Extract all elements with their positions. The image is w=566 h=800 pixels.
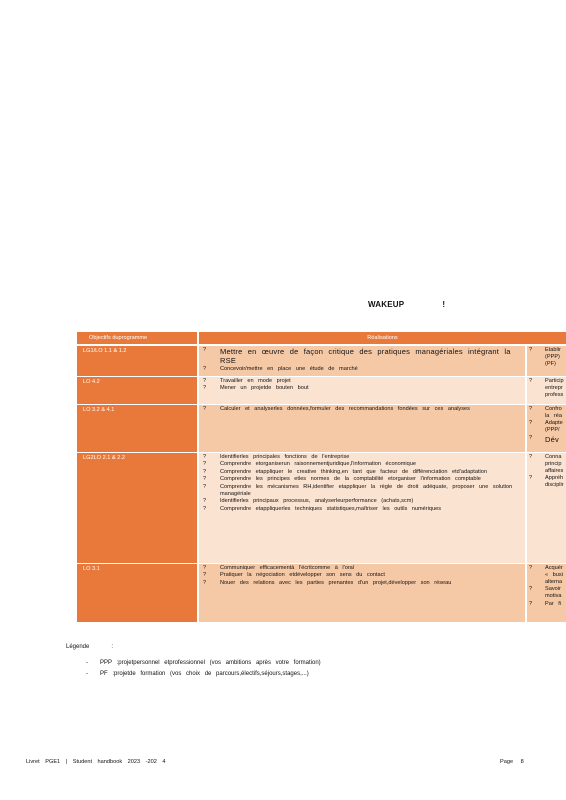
realisation-item bbox=[203, 461, 519, 468]
competency-item bbox=[529, 565, 566, 586]
bullet-glyph: ? bbox=[529, 565, 533, 571]
objective-cell: LO 3.1 bbox=[77, 564, 197, 622]
competency-text: Dév bbox=[545, 434, 559, 444]
competency-item bbox=[529, 454, 566, 475]
bullet-glyph: ? bbox=[203, 565, 207, 571]
bullet-glyph: ? bbox=[203, 498, 207, 505]
competency-item bbox=[529, 601, 566, 608]
bullet-glyph: ? bbox=[203, 461, 207, 468]
bullet-glyph: ? bbox=[529, 454, 533, 460]
competencies-cell bbox=[527, 346, 566, 376]
bullet-glyph: ? bbox=[529, 600, 533, 607]
realisations-cell bbox=[199, 564, 525, 622]
bullet-glyph: ? bbox=[203, 378, 207, 384]
legend-text: PF :projetde formation (vos choix de parcours,électifs,séjours,stages,...) bbox=[100, 671, 309, 677]
legend-item bbox=[86, 660, 321, 666]
realisations-cell bbox=[199, 346, 525, 376]
competency-item bbox=[529, 420, 566, 434]
objectives-table bbox=[77, 332, 566, 622]
realisation-text: Comprendre etappliquerles techniques statistiques,maîtriser les outils numériques bbox=[220, 505, 442, 512]
realisation-item bbox=[203, 506, 519, 513]
realisation-item bbox=[203, 406, 519, 413]
table-row bbox=[77, 453, 566, 563]
realisations-cell bbox=[199, 453, 525, 563]
realisation-item bbox=[203, 476, 519, 483]
realisation-item bbox=[203, 580, 519, 587]
competency-text: Conna princip affaires bbox=[545, 454, 564, 474]
competency-item bbox=[529, 475, 566, 489]
heading-exclamation: ! bbox=[442, 300, 446, 309]
realisation-text: Identifierles principaux processus, analyserleurperformance (achats,scm) bbox=[220, 498, 414, 505]
competency-text: Confro la réa bbox=[545, 406, 562, 419]
legend-dash: - bbox=[86, 660, 88, 666]
bullet-glyph: ? bbox=[529, 475, 533, 482]
realisation-item bbox=[203, 347, 519, 366]
realisation-text: Identifierles principales fonctions de l'entreprise bbox=[220, 454, 350, 460]
realisation-item bbox=[203, 378, 519, 385]
competency-text: Appréh disciplir bbox=[545, 475, 564, 489]
competency-text: Par fi bbox=[545, 600, 562, 607]
legend-heading bbox=[66, 644, 113, 650]
page-heading bbox=[368, 300, 445, 309]
competency-text: Savoir motiva bbox=[545, 586, 562, 600]
bullet-glyph: ? bbox=[203, 483, 207, 490]
objective-cell: LO 4.2 bbox=[77, 377, 197, 404]
realisation-text: Mettre en œuvre de façon critique des pratiques managériales intégrant la RSE bbox=[220, 347, 511, 366]
header-objectives: Objectifs duprogramme bbox=[77, 332, 197, 344]
table-header bbox=[77, 332, 566, 344]
bullet-glyph: ? bbox=[203, 385, 207, 392]
bullet-glyph: ? bbox=[529, 347, 533, 353]
realisation-text: Nouer des relations avec les parties prenantes d'un projet,développer son réseau bbox=[220, 579, 452, 586]
bullet-glyph: ? bbox=[203, 468, 207, 475]
footer-handbook: Livret PGE1 | Student handbook 2023 -202 4 bbox=[26, 759, 166, 765]
bullet-glyph: ? bbox=[203, 406, 207, 412]
competencies-cell bbox=[527, 453, 566, 563]
competency-text: Etablir (PPP) (PF) bbox=[545, 347, 561, 367]
realisation-item bbox=[203, 572, 519, 579]
bullet-glyph: ? bbox=[529, 586, 533, 593]
realisation-item bbox=[203, 454, 519, 461]
table-row bbox=[77, 405, 566, 452]
realisation-item bbox=[203, 498, 519, 505]
bullet-glyph: ? bbox=[203, 579, 207, 586]
competencies-cell bbox=[527, 377, 566, 404]
legend-label: Légende bbox=[66, 644, 90, 650]
competency-item bbox=[529, 378, 566, 399]
realisation-text: Comprendre les principes etles normes de la comptabilité etorganiser l'information comptable bbox=[220, 476, 481, 483]
legend-text: PPP :projetpersonnel etprofessionnel (vos ambitions après votre formation) bbox=[100, 660, 321, 666]
legend-item bbox=[86, 671, 309, 677]
objective-cell: LG2LO 2.1 & 2.2 bbox=[77, 453, 197, 563]
realisation-text: Concevoir/mettre en place une étude de marché bbox=[220, 366, 358, 373]
realisation-text: Mener un projetde bouten bout bbox=[220, 385, 309, 392]
bullet-glyph: ? bbox=[203, 347, 207, 353]
realisation-text: Comprendre etappliquer le creative thinking,en tant que facteur de différenciation etd'adaptation bbox=[220, 468, 487, 475]
bullet-glyph: ? bbox=[203, 572, 207, 579]
competency-text: Adapte (PPP/ bbox=[545, 420, 563, 434]
realisation-item bbox=[203, 565, 519, 572]
realisations-cell bbox=[199, 405, 525, 452]
bullet-glyph: ? bbox=[203, 476, 207, 483]
objective-cell: LG1/LO 1.1 & 1.2 bbox=[77, 346, 197, 376]
competency-item bbox=[529, 435, 566, 444]
realisation-text: Comprendre les mécanismes RH,identifier etappliquer la règle de droit adéquate, proposer une solution managériale bbox=[220, 483, 513, 497]
legend-colon: : bbox=[111, 644, 114, 650]
table-row bbox=[77, 377, 566, 404]
bullet-glyph: ? bbox=[203, 454, 207, 460]
competency-text: Particip entrepr profess bbox=[545, 378, 564, 398]
realisation-item bbox=[203, 366, 519, 373]
bullet-glyph: ? bbox=[529, 406, 533, 412]
realisation-item bbox=[203, 469, 519, 476]
realisation-text: Comprendre etorganiserun raisonnementjuridique,l'information économique bbox=[220, 461, 417, 468]
competency-item bbox=[529, 586, 566, 600]
competencies-cell bbox=[527, 564, 566, 622]
table-row bbox=[77, 564, 566, 622]
realisations-cell bbox=[199, 377, 525, 404]
competency-text: Acquér « busi alterna bbox=[545, 565, 563, 585]
header-realisations: Réalisations bbox=[199, 332, 566, 344]
bullet-glyph: ? bbox=[529, 434, 533, 441]
realisation-item bbox=[203, 385, 519, 392]
realisation-text: Travailler en mode projet bbox=[220, 378, 291, 384]
objective-cell: LO 3.2 & 4.1 bbox=[77, 405, 197, 452]
bullet-glyph: ? bbox=[203, 366, 207, 373]
realisation-text: Calculer et analyserles données,formuler des recommandations fondées sur ces analyses bbox=[220, 406, 470, 412]
bullet-glyph: ? bbox=[203, 505, 207, 512]
bullet-glyph: ? bbox=[529, 378, 533, 384]
realisation-item bbox=[203, 484, 519, 498]
bullet-glyph: ? bbox=[529, 420, 533, 427]
heading-text: WAKEUP bbox=[368, 300, 405, 309]
legend-dash: - bbox=[86, 671, 88, 677]
realisation-text: Pratiquer la négociation etdévelopper son sens du contact bbox=[220, 572, 385, 579]
competency-item bbox=[529, 406, 566, 420]
competencies-cell bbox=[527, 405, 566, 452]
competency-item bbox=[529, 347, 566, 368]
footer-page-number: Page 8 bbox=[500, 759, 524, 765]
realisation-text: Communiquer efficacementà l'écritcomme à l'oral bbox=[220, 565, 355, 571]
table-row bbox=[77, 346, 566, 376]
